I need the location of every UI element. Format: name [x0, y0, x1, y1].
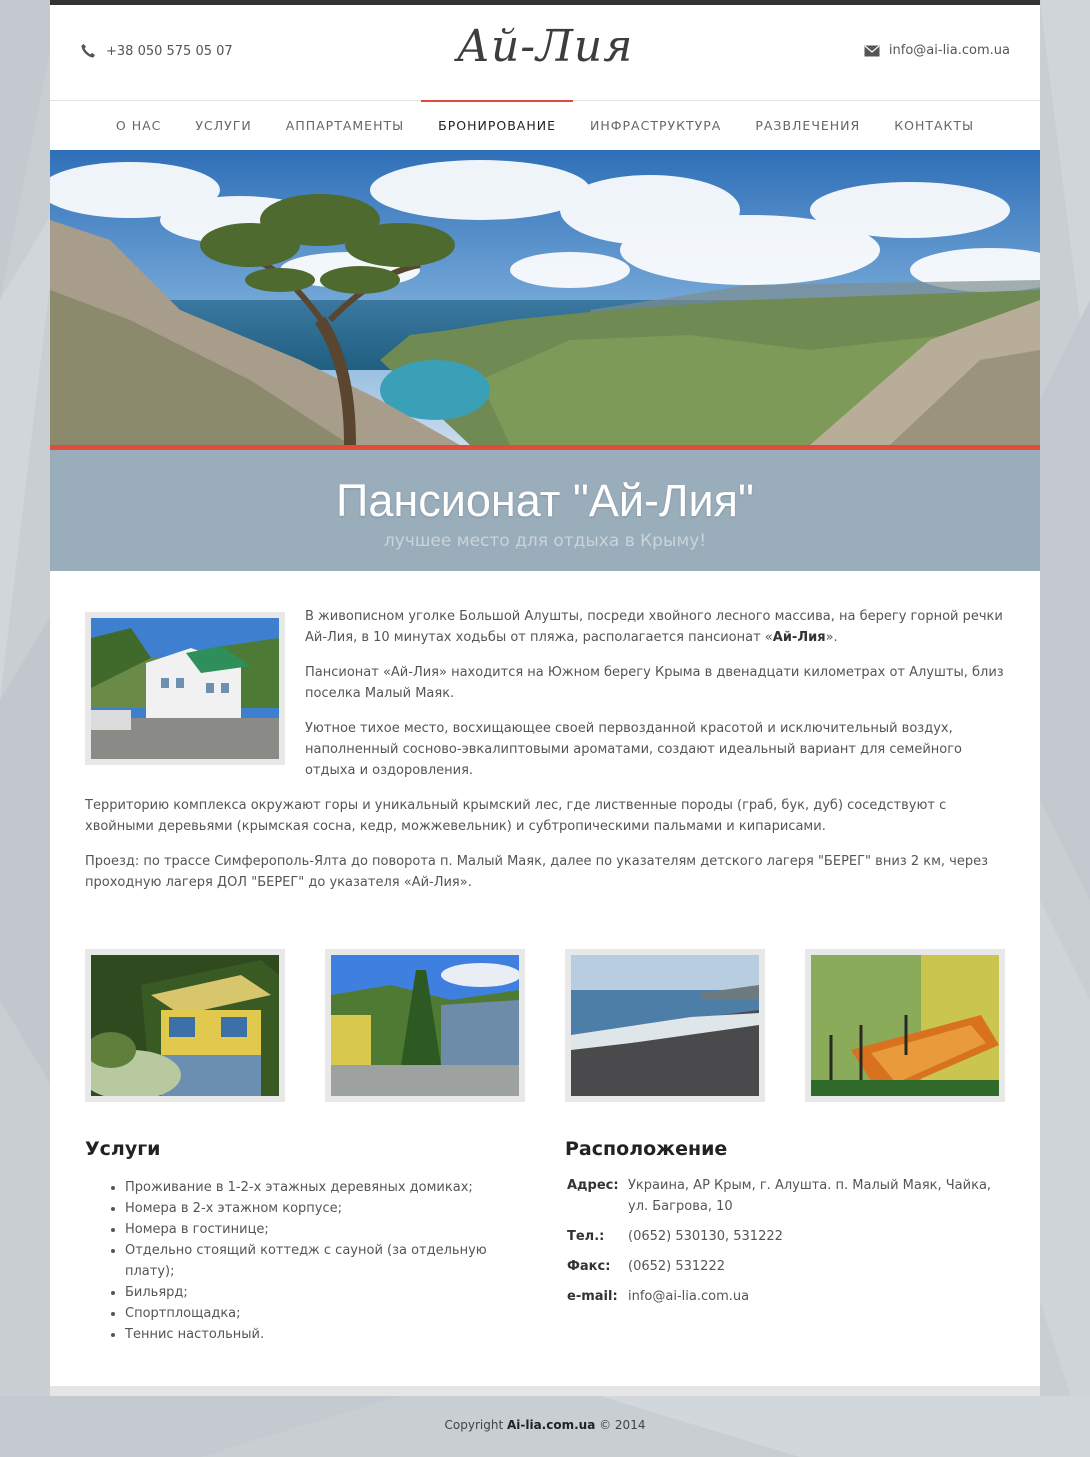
copyright-suffix: © 2014 [595, 1418, 646, 1432]
email-label: e-mail: [567, 1289, 618, 1304]
email-value[interactable]: info@ai-lia.com.ua [628, 1289, 750, 1304]
copyright-prefix: Copyright [444, 1418, 507, 1432]
location-table [565, 1175, 1005, 1307]
footer [0, 1418, 1090, 1432]
services-section [85, 1138, 535, 1345]
services-list [85, 1177, 535, 1345]
page-bottom-border [50, 1386, 1040, 1396]
service-item: • Номера в 2-х этажном корпусе; [125, 1198, 535, 1219]
intro-paragraph-5: Проезд: по трассе Симферополь-Ялта до поворота п. Малый Маяк, далее по указателям детского лагеря "БЕРЕГ" вниз 2 км, через проходную лагеря ДОЛ "БЕРЕГ" до указателя «Ай-Лия». [85, 854, 988, 890]
gallery-photo-beach[interactable] [565, 949, 765, 1102]
intro-paragraph-4: Территорию комплекса окружают горы и уникальный крымский лес, где лиственные породы (граб, бук, дуб) соседствуют с хвойными деревьями (крымская сосна, кедр, можжевельник) и субтропическими пальмами и кипарисами. [85, 798, 947, 834]
service-item: • Проживание в 1-2-х этажных деревяных домиках; [125, 1177, 535, 1198]
service-item: • Отдельно стоящий коттедж с сауной (за отдельную плату); [125, 1240, 535, 1282]
gallery-photo-courtyard[interactable] [325, 949, 525, 1102]
footer-site-link[interactable]: Ai-lia.com.ua [506, 1418, 596, 1432]
header-phone-text: +38 050 575 05 07 [106, 43, 233, 59]
nav-item-about[interactable]: О НАС [115, 118, 162, 133]
header [50, 5, 1040, 100]
page-container [50, 0, 1040, 1396]
intro-section [85, 606, 1005, 907]
location-title: Расположение [565, 1138, 728, 1160]
nav-item-apartments[interactable]: АППАРТАМЕНТЫ [285, 118, 405, 133]
gallery-photo-cottage[interactable] [85, 949, 285, 1102]
nav-item-infrastructure[interactable]: ИНФРАСТРУКТУРА [590, 118, 722, 133]
hero-image [50, 150, 1040, 445]
service-item: • Теннис настольный. [125, 1324, 535, 1345]
main-nav [50, 100, 1040, 150]
gallery-photo-terrace[interactable] [805, 949, 1005, 1102]
phone-label: Тел.: [567, 1229, 605, 1244]
fax-row [565, 1256, 1005, 1277]
nav-item-entertainment[interactable]: РАЗВЛЕЧЕНИЯ [755, 118, 861, 133]
nav-item-booking[interactable]: БРОНИРОВАНИЕ [421, 101, 573, 150]
page-subtitle: лучшее место для отдыха в Крыму! [383, 531, 707, 551]
envelope-icon [864, 45, 880, 57]
email-row [565, 1286, 1005, 1307]
service-item: • Бильярд; [125, 1282, 535, 1303]
address-row [565, 1175, 1005, 1217]
phone-row [565, 1226, 1005, 1247]
nav-item-contacts[interactable]: КОНТАКТЫ [894, 118, 975, 133]
phone-value: (0652) 530130, 531222 [628, 1229, 783, 1244]
fax-value: (0652) 531222 [628, 1259, 725, 1274]
page-title: Пансионат "Ай-Лия" [335, 475, 754, 526]
site-logo[interactable]: Ай-Лия [456, 21, 634, 72]
title-banner [50, 450, 1040, 571]
nav-item-services[interactable]: УСЛУГИ [195, 118, 252, 133]
intro-paragraph-2: Пансионат «Ай-Лия» находится на Южном берегу Крыма в двенадцати километрах от Алушты, близ поселка Малый Маяк. [305, 665, 1004, 701]
photo-gallery [85, 949, 1005, 1102]
building-photo[interactable] [85, 612, 285, 765]
service-item: • Спортплощадка; [125, 1303, 535, 1324]
address-label: Адрес: [567, 1178, 619, 1193]
intro-paragraph-1: В живописном уголке Большой Алушты, посреди хвойного лесного массива, на берегу горной речки Ай-Лия, в 10 минутах ходьбы от пляжа, располагается пансионат «Ай-Лия». [305, 609, 1003, 645]
services-title: Услуги [85, 1138, 161, 1160]
intro-paragraph-3: Уютное тихое место, восхищающее своей первозданной красотой и исключительный воздух, наполненный сосново-эвкалиптовыми ароматами, создают идеальный вариант для семейного отдыха и оздоровления. [305, 721, 963, 778]
address-value: Украина, АР Крым, г. Алушта. п. Малый Маяк, Чайка, ул. Багрова, 10 [628, 1178, 992, 1214]
header-email-text: info@ai-lia.com.ua [888, 43, 1010, 58]
header-email[interactable] [864, 43, 1010, 58]
location-section [565, 1138, 1005, 1316]
service-item: • Номера в гостинице; [125, 1219, 535, 1240]
fax-label: Факс: [567, 1259, 611, 1274]
